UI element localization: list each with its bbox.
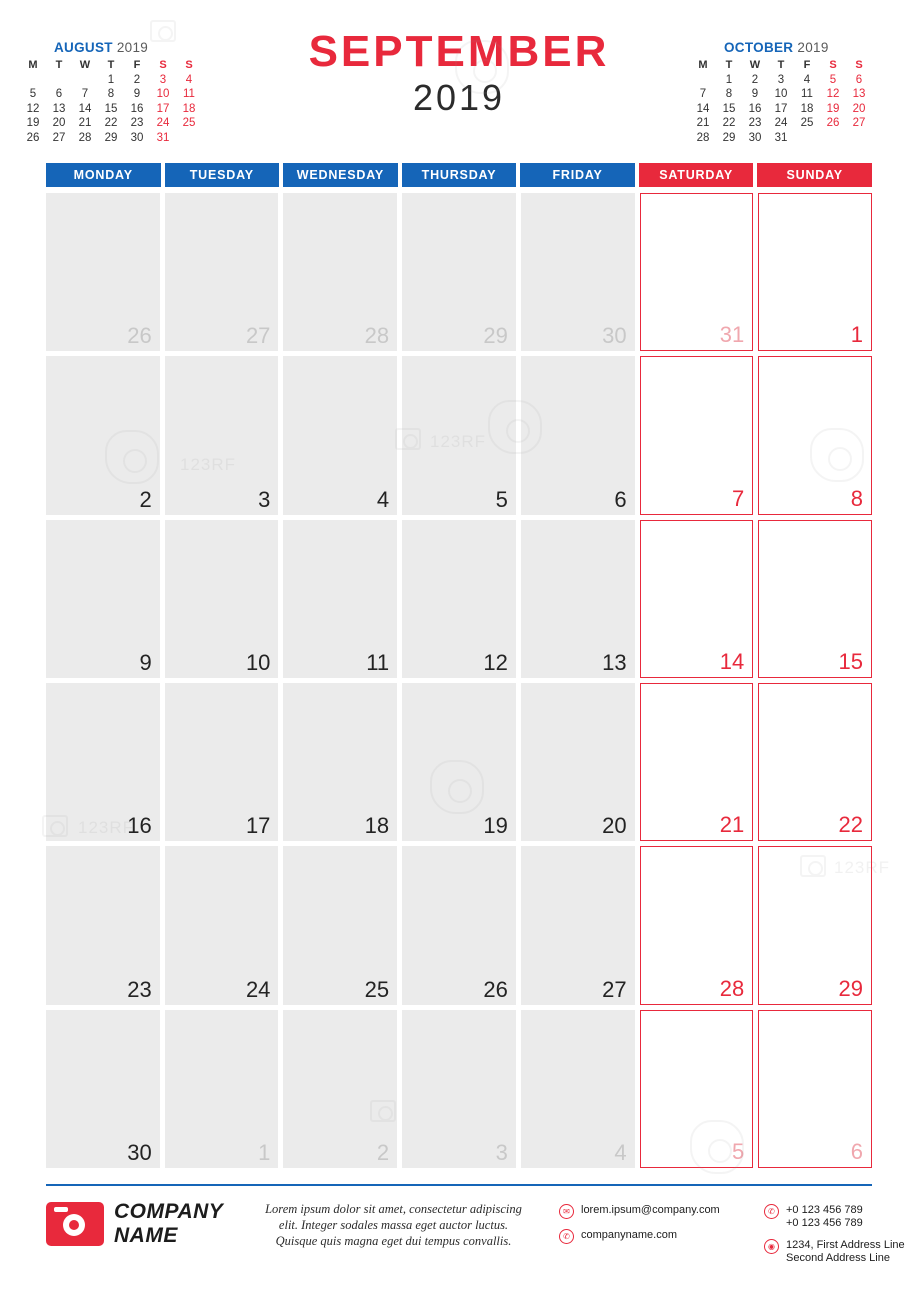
mini-day-cell: 26 [26,131,40,144]
mini-day-cell: 7 [81,88,89,100]
footer-contact-web [559,1203,720,1253]
address-1-text: 1234, First Address Line [786,1239,905,1251]
mini-day-cell: 2 [133,73,141,86]
mini-day-cell [20,73,46,88]
day-number: 27 [602,976,627,1002]
company-name [114,1200,223,1248]
day-number: 20 [602,813,627,839]
day-number: 30 [602,323,627,349]
mini-weekday-header: W [749,59,761,71]
mini-weekday-header: W [79,59,91,71]
address-2-text: Second Address Line [786,1251,890,1264]
day-cell[interactable] [640,193,754,351]
mini-day-cell: 20 [852,102,866,115]
day-number: 7 [732,485,745,511]
mini-calendar-next-month [690,40,880,145]
mini-day-cell: 7 [699,88,707,100]
mini-day-cell [46,73,72,88]
mini-day-cell: 1 [725,73,733,86]
mini-day-cell: 29 [104,131,118,144]
mini-day-cell: 6 [855,73,863,86]
day-number: 19 [483,813,508,839]
day-number: 12 [483,649,508,675]
day-number: 27 [245,323,271,349]
mini-day-cell: 8 [107,88,115,100]
mini-previous-month-year: 2019 [116,40,149,55]
weekday-header-bar [46,163,872,187]
day-cell[interactable] [165,683,279,841]
mini-day-cell: 18 [800,102,814,115]
mini-day-cell: 4 [803,73,811,86]
day-cell[interactable] [521,846,635,1004]
day-cell[interactable] [640,846,754,1004]
day-number: 2 [376,1139,390,1165]
mini-day-cell: 27 [852,117,866,129]
mini-day-cell: 29 [722,131,736,144]
day-number: 29 [483,323,508,349]
mini-day-cell: 13 [852,88,866,100]
day-cell[interactable] [402,846,516,1004]
phone-icon: ✆ [764,1204,779,1219]
day-cell[interactable] [46,193,160,351]
mini-day-cell: 20 [52,117,66,129]
day-cell[interactable] [283,683,397,841]
mini-calendar-previous-month [20,40,210,145]
mini-day-cell: 12 [826,88,840,100]
mini-calendar-previous-title [20,40,210,55]
mini-day-cell: 12 [26,102,40,115]
mini-day-cell: 24 [156,117,170,129]
mini-day-cell: 30 [130,131,144,144]
month-grid [46,193,872,1168]
mini-day-cell: 11 [801,88,813,100]
day-cell[interactable] [521,356,635,514]
page-title-year: 2019 [412,77,506,118]
camera-logo-icon [46,1202,104,1246]
mini-day-cell [846,131,872,146]
mini-previous-grid [20,58,210,145]
mini-day-cell: 1 [107,73,115,86]
day-cell[interactable] [758,520,872,678]
day-cell[interactable] [521,193,635,351]
day-number: 5 [495,486,508,512]
day-cell[interactable] [521,683,635,841]
day-cell[interactable] [46,356,160,514]
mini-day-cell: 22 [722,117,736,129]
mini-weekday-header: S [185,59,193,71]
company-name-line2: NAME [114,1224,178,1247]
day-number: 4 [376,486,390,512]
email-text: lorem.ipsum@company.com [581,1204,720,1216]
day-number: 25 [364,976,390,1002]
day-number: 5 [732,1138,745,1164]
mini-weekday-header: T [725,59,733,71]
day-cell[interactable] [402,1010,516,1168]
weekday-header-thursday: THURSDAY [402,163,517,187]
footer-description: Lorem ipsum dolor sit amet, consectetur adipiscing elit. Integer sodales massa eget auctor luctus. Quisque quis magna eget dui tempus convallis. [265,1202,522,1248]
day-cell[interactable] [758,846,872,1004]
mini-day-cell: 10 [774,88,788,100]
mini-day-cell: 16 [130,102,144,115]
footer [46,1195,905,1275]
weekday-header-monday: MONDAY [46,163,161,187]
weekday-header-tuesday: TUESDAY [165,163,280,187]
day-cell[interactable] [402,356,516,514]
day-number: 14 [719,648,745,674]
email-row[interactable] [559,1203,720,1219]
mini-day-cell: 31 [774,131,788,144]
mini-weekday-header: M [698,59,708,71]
mini-day-cell [72,73,98,88]
mini-day-cell: 28 [696,131,710,144]
day-number: 31 [719,322,745,348]
day-number: 9 [139,649,152,675]
day-cell[interactable] [640,1010,754,1168]
mini-day-cell: 23 [748,117,762,129]
mini-day-cell: 25 [800,117,814,129]
day-cell[interactable] [640,356,754,514]
day-number: 15 [838,648,863,674]
day-number: 6 [614,486,627,512]
day-cell[interactable] [283,520,397,678]
website-text: companyname.com [581,1229,677,1241]
weekday-header-sunday: SUNDAY [757,163,872,187]
day-cell[interactable] [283,1010,397,1168]
day-number: 23 [127,976,152,1002]
day-number: 16 [127,813,152,839]
mini-day-cell: 3 [159,73,167,86]
mini-day-cell [176,131,202,146]
phone-1-text: +0 123 456 789 [786,1204,863,1216]
mini-day-cell: 11 [183,88,195,100]
globe-icon: ✆ [559,1229,574,1244]
day-cell[interactable] [46,683,160,841]
day-cell[interactable] [758,356,872,514]
mini-day-cell: 16 [748,102,762,115]
day-number: 10 [245,649,271,675]
mini-day-cell: 15 [722,102,736,115]
mini-day-cell: 21 [696,117,710,129]
day-number: 29 [838,975,863,1001]
calendar-title-block [240,28,678,120]
phone-2-text: +0 123 456 789 [786,1216,863,1229]
mini-day-cell: 2 [751,73,759,86]
day-number: 21 [719,812,745,838]
day-cell[interactable] [521,520,635,678]
mini-day-cell: 28 [78,131,92,144]
day-cell[interactable] [402,193,516,351]
day-cell[interactable] [165,356,279,514]
day-cell[interactable] [165,1010,279,1168]
mini-day-cell: 4 [185,73,193,86]
day-number: 24 [245,976,271,1002]
day-number: 28 [364,323,390,349]
day-cell[interactable] [165,520,279,678]
mini-weekday-header: F [133,59,141,71]
mini-day-cell: 26 [826,117,840,129]
mini-day-cell: 30 [748,131,762,144]
page-title-month: SEPTEMBER [308,27,610,76]
mini-weekday-header: M [28,59,38,71]
weekday-header-saturday: SATURDAY [639,163,754,187]
mini-day-cell: 17 [156,102,170,115]
weekday-header-friday: FRIDAY [520,163,635,187]
mini-day-cell [794,131,820,146]
day-number: 11 [366,649,390,675]
day-number: 13 [602,649,627,675]
day-cell[interactable] [521,1010,635,1168]
mini-day-cell: 6 [55,88,63,100]
mini-next-grid [690,58,880,145]
mini-day-cell: 24 [774,117,788,129]
mini-calendar-next-title [690,40,880,55]
mini-day-cell: 13 [52,102,66,115]
mini-day-cell: 23 [130,117,144,129]
calendar-header [0,0,918,155]
mini-day-cell: 3 [777,73,785,86]
mini-weekday-header: T [107,59,115,71]
mini-day-cell: 18 [182,102,196,115]
mini-day-cell: 14 [696,102,710,115]
mini-day-cell: 25 [182,117,196,129]
day-cell[interactable] [283,193,397,351]
mini-day-cell [690,73,716,88]
mini-previous-month-name: AUGUST [54,40,113,55]
mini-day-cell: 14 [78,102,92,115]
footer-divider [46,1184,872,1186]
website-row[interactable] [559,1228,720,1244]
phone-row[interactable] [764,1203,905,1229]
day-cell[interactable] [283,356,397,514]
mini-day-cell: 19 [826,102,840,115]
weekday-header-wednesday: WEDNESDAY [283,163,398,187]
mini-day-cell: 27 [52,131,66,144]
day-cell[interactable] [46,520,160,678]
mini-day-cell: 17 [774,102,788,115]
mini-day-cell: 22 [104,117,118,129]
mini-day-cell: 5 [29,88,37,100]
day-number: 6 [850,1138,863,1164]
day-number: 22 [838,812,863,838]
day-number: 18 [364,813,390,839]
mini-weekday-header: T [777,59,785,71]
day-cell[interactable] [165,846,279,1004]
day-number: 26 [483,976,508,1002]
location-pin-icon: ◉ [764,1239,779,1254]
day-cell[interactable] [402,683,516,841]
day-number: 4 [614,1139,627,1165]
day-number: 8 [850,485,863,511]
day-number: 28 [719,975,745,1001]
mini-day-cell: 10 [156,88,170,100]
day-number: 3 [258,486,271,512]
mini-weekday-header: S [829,59,837,71]
mini-next-month-name: OCTOBER [724,40,794,55]
day-cell[interactable] [640,520,754,678]
day-cell[interactable] [165,193,279,351]
mini-day-cell: 15 [104,102,118,115]
day-number: 2 [139,486,152,512]
day-cell[interactable] [640,683,754,841]
mini-day-cell: 19 [26,117,40,129]
day-number: 1 [258,1139,271,1165]
day-number: 17 [245,813,271,839]
mini-day-cell: 21 [78,117,92,129]
mini-day-cell: 31 [156,131,170,144]
company-name-line1: COMPANY [114,1200,224,1223]
mini-weekday-header: T [55,59,63,71]
day-cell[interactable] [46,1010,160,1168]
mini-weekday-header: S [159,59,167,71]
day-cell[interactable] [283,846,397,1004]
address-row[interactable] [764,1238,905,1264]
envelope-icon: ✉ [559,1204,574,1219]
mini-day-cell: 9 [751,88,759,100]
day-number: 3 [495,1139,508,1165]
mini-next-month-year: 2019 [797,40,829,55]
day-cell[interactable] [402,520,516,678]
mini-day-cell: 9 [133,88,141,100]
day-cell[interactable] [46,846,160,1004]
day-cell[interactable] [758,1010,872,1168]
mini-day-cell: 5 [829,73,837,86]
mini-day-cell [820,131,846,146]
mini-weekday-header: F [803,59,811,71]
day-cell[interactable] [758,683,872,841]
day-cell[interactable] [758,193,872,351]
mini-weekday-header: S [855,59,863,71]
footer-contact-address [764,1203,905,1273]
mini-day-cell: 8 [725,88,733,100]
day-number: 1 [850,322,863,348]
day-number: 26 [127,323,152,349]
day-number: 30 [127,1139,152,1165]
